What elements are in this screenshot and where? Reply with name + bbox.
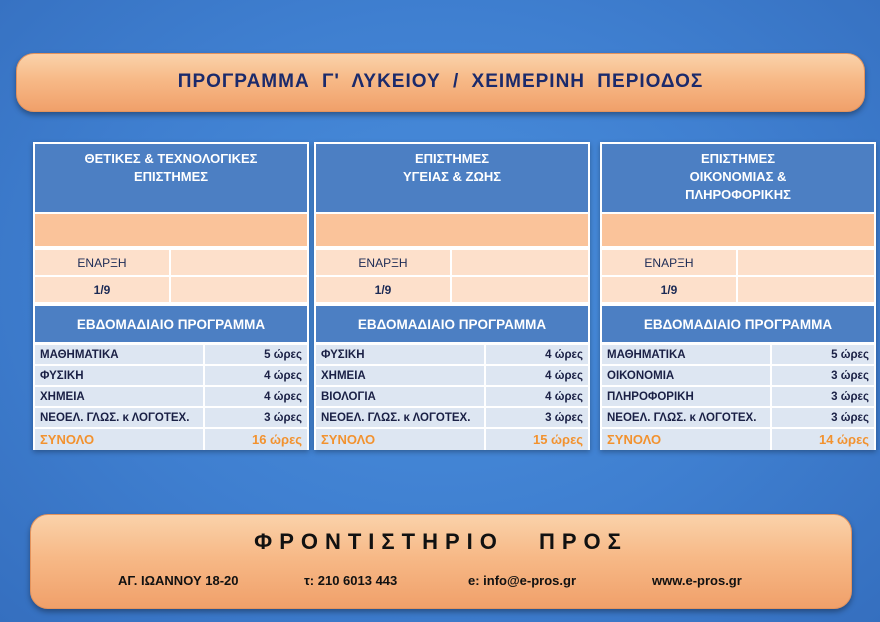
panel-title-line3: ΠΛΗΡΟΦΟΡΙΚΗΣ [685,187,791,202]
subject-name: ΝΕΟΕΛ. ΓΛΩΣ. κ ΛΟΓΟΤΕΧ. [602,408,770,427]
subject-row [35,366,307,385]
subject-name: ΦΥΣΙΚΗ [35,366,203,385]
subject-row [35,345,307,364]
subject-hours: 4 ώρες [486,345,588,364]
start-row [602,250,874,275]
total-hours: 16 ώρες [205,429,307,450]
start-empty-cell [452,250,588,275]
date-empty-cell [452,277,588,302]
start-date: 1/9 [602,277,736,302]
subject-name: ΧΗΜΕΙΑ [35,387,203,406]
panel-title-line2: ΕΠΙΣΤΗΜΕΣ [133,169,209,184]
subject-row [316,345,588,364]
brand-name: ΦΡΟΝΤΙΣΤΗΡΙΟ ΠΡΟΣ [254,529,628,554]
panel-orange-band [316,214,588,246]
subject-name: ΧΗΜΕΙΑ [316,366,484,385]
date-row [35,277,307,302]
footer-banner [30,514,852,609]
subject-row [316,408,588,427]
subject-row [602,408,874,427]
subject-hours: 4 ώρες [486,387,588,406]
subject-name: ΝΕΟΕΛ. ΓΛΩΣ. κ ΛΟΓΟΤΕΧ. [35,408,203,427]
subject-hours: 4 ώρες [205,387,307,406]
panel-header [602,144,874,212]
panel-title-line1: ΕΠΙΣΤΗΜΕΣ [700,151,776,166]
subject-row [602,345,874,364]
subject-row [35,387,307,406]
subject-row [35,408,307,427]
panel-title-line1: ΕΠΙΣΤΗΜΕΣ [414,151,490,166]
start-date: 1/9 [316,277,450,302]
date-row [602,277,874,302]
panel-orange-band [35,214,307,246]
total-row [602,429,874,450]
weekly-schedule-label: ΕΒΔΟΜΑΔΙΑΙΟ ΠΡΟΓΡΑΜΜΑ [316,306,588,342]
subject-name: ΜΑΘΗΜΑΤΙΚΑ [35,345,203,364]
total-row [35,429,307,450]
panel-title-line2: ΟΙΚΟΝΟΜΙΑΣ & [689,169,787,184]
start-empty-cell [738,250,874,275]
subject-hours: 3 ώρες [486,408,588,427]
start-label: ΕΝΑΡΞΗ [602,250,736,275]
date-row [316,277,588,302]
subject-name: ΝΕΟΕΛ. ΓΛΩΣ. κ ΛΟΓΟΤΕΧ. [316,408,484,427]
panel-title-line1: ΘΕΤΙΚΕΣ & ΤΕΧΝΟΛΟΓΙΚΕΣ [84,151,258,166]
subject-name: ΠΛΗΡΟΦΟΡΙΚΗ [602,387,770,406]
program-panel-science-tech [33,142,309,450]
subject-row [602,387,874,406]
total-row [316,429,588,450]
subject-name: ΦΥΣΙΚΗ [316,345,484,364]
panel-header [35,144,307,212]
start-empty-cell [171,250,307,275]
subject-hours: 5 ώρες [205,345,307,364]
total-hours: 14 ώρες [772,429,874,450]
phone-text: τ: 210 6013 443 [304,573,398,588]
subject-row [316,387,588,406]
start-date: 1/9 [35,277,169,302]
date-empty-cell [171,277,307,302]
start-row [35,250,307,275]
email-link[interactable]: e: info@e-pros.gr [468,573,577,588]
subject-hours: 3 ώρες [772,366,874,385]
start-label: ΕΝΑΡΞΗ [35,250,169,275]
subject-name: ΜΑΘΗΜΑΤΙΚΑ [602,345,770,364]
program-panel-economics-it [600,142,876,450]
start-row [316,250,588,275]
subject-name: ΟΙΚΟΝΟΜΙΑ [602,366,770,385]
start-label: ΕΝΑΡΞΗ [316,250,450,275]
page-title: ΠΡΟΓΡΑΜΜΑ Γ' ΛΥΚΕΙΟΥ / ΧΕΙΜΕΡΙΝΗ ΠΕΡΙΟΔΟΣ [177,71,704,92]
website-link[interactable]: www.e-pros.gr [652,573,742,588]
subject-hours: 3 ώρες [205,408,307,427]
subject-row [602,366,874,385]
header-banner [16,53,865,112]
date-empty-cell [738,277,874,302]
subject-row [316,366,588,385]
total-label: ΣΥΝΟΛΟ [316,429,484,450]
panel-header [316,144,588,212]
subject-hours: 5 ώρες [772,345,874,364]
subject-hours: 3 ώρες [772,387,874,406]
weekly-schedule-label: ΕΒΔΟΜΑΔΙΑΙΟ ΠΡΟΓΡΑΜΜΑ [602,306,874,342]
subject-name: ΒΙΟΛΟΓΙΑ [316,387,484,406]
total-label: ΣΥΝΟΛΟ [602,429,770,450]
panel-title-line2: ΥΓΕΙΑΣ & ΖΩΗΣ [402,169,502,184]
address-text: ΑΓ. ΙΩΑΝΝΟΥ 18-20 [118,573,239,588]
panel-orange-band [602,214,874,246]
subject-hours: 4 ώρες [486,366,588,385]
total-hours: 15 ώρες [486,429,588,450]
total-label: ΣΥΝΟΛΟ [35,429,203,450]
program-panel-health-life [314,142,590,450]
subject-hours: 3 ώρες [772,408,874,427]
subject-hours: 4 ώρες [205,366,307,385]
weekly-schedule-label: ΕΒΔΟΜΑΔΙΑΙΟ ΠΡΟΓΡΑΜΜΑ [35,306,307,342]
